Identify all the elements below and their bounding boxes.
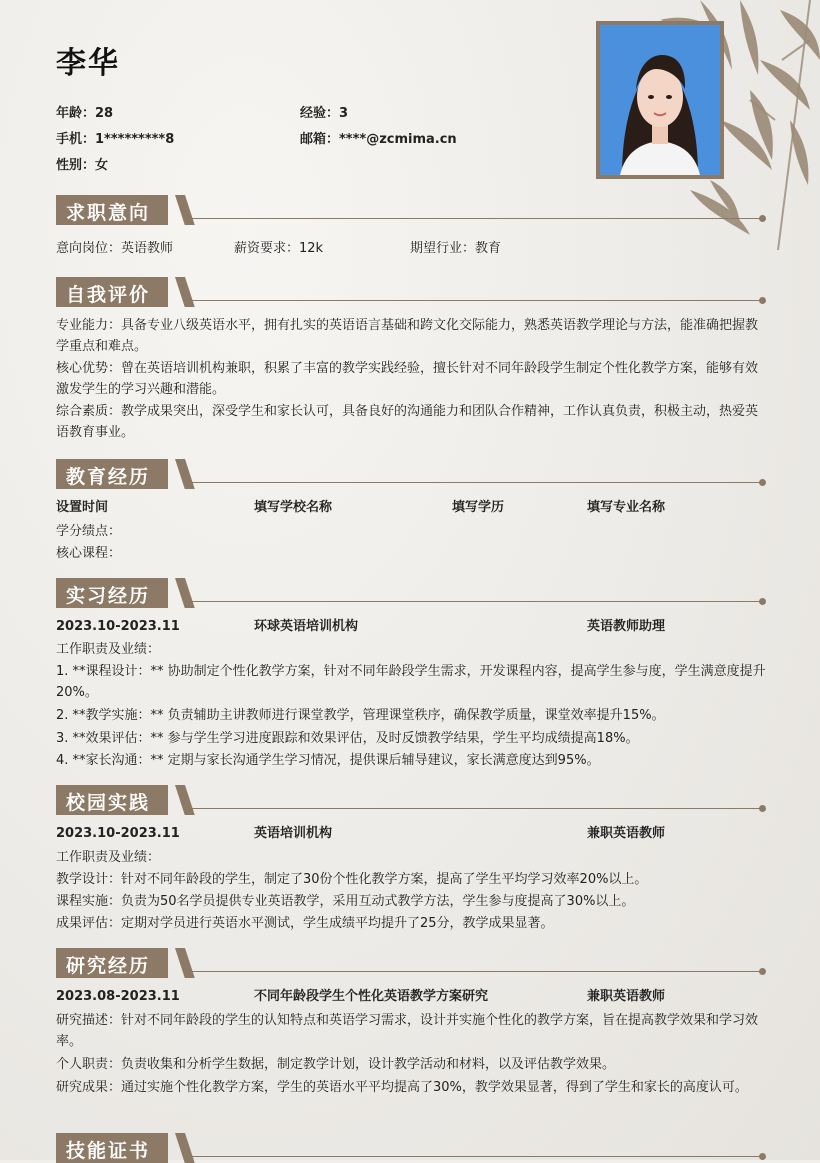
portrait-image xyxy=(600,25,720,175)
campus-time: 2023.10-2023.11 xyxy=(56,826,180,841)
experience: 经验：3 xyxy=(300,106,349,121)
section-header-intent xyxy=(56,195,766,225)
section-header-research xyxy=(56,948,766,978)
intern-item-4: 4. **家长沟通：** 定期与家长沟通学生学习情况，提供课后辅导建议，家长满意度达到95%。 xyxy=(56,753,600,768)
self-eval-2: 核心优势：曾在英语培训机构兼职，积累了丰富的教学实践经验，擅长针对不同年龄段学生制定个性化教学方案，能够有效激发学生的学习兴趣和潜能。 xyxy=(56,361,759,397)
intern-label: 工作职责及业绩： xyxy=(56,642,161,657)
intent-position: 意向岗位：英语教师 xyxy=(56,241,174,256)
research-item-2: 个人职责：负责收集和分析学生数据，制定教学计划，设计教学活动和材料，以及评估教学效果。 xyxy=(56,1057,616,1072)
section-title: 教育经历 xyxy=(66,466,151,488)
self-eval-3: 综合素质：教学成果突出，深受学生和家长认可，具备良好的沟通能力和团队合作精神，工作认真负责，积极主动，热爱英语教育事业。 xyxy=(56,404,759,440)
intern-item-2: 2. **教学实施：** 负责辅助主讲教师进行课堂教学，管理课堂秩序，确保教学质量，课堂效率提升15%。 xyxy=(56,708,665,723)
section-title: 研究经历 xyxy=(66,955,151,977)
section-title: 求职意向 xyxy=(66,202,151,224)
research-title: 不同年龄段学生个性化英语教学方案研究 xyxy=(254,989,489,1004)
campus-org: 英语培训机构 xyxy=(254,826,333,841)
edu-courses: 核心课程： xyxy=(56,546,122,561)
intern-role: 英语教师助理 xyxy=(587,619,666,634)
research-role: 兼职英语教师 xyxy=(587,989,666,1004)
section-header-campus xyxy=(56,785,766,815)
age: 年龄：28 xyxy=(56,106,114,121)
section-title: 技能证书 xyxy=(66,1140,151,1162)
edu-major: 填写专业名称 xyxy=(587,500,666,515)
campus-role: 兼职英语教师 xyxy=(587,826,666,841)
campus-item-2: 课程实施：负责为50名学员提供专业英语教学，采用互动式教学方法，学生参与度提高了30%以上。 xyxy=(56,894,635,909)
intern-time: 2023.10-2023.11 xyxy=(56,619,180,634)
section-header-education xyxy=(56,459,766,489)
intern-item-3: 3. **效果评估：** 参与学生学习进度跟踪和效果评估，及时反馈教学结果，学生平均成绩提高18%。 xyxy=(56,731,639,746)
intent-salary: 薪资要求：12k xyxy=(234,241,324,256)
edu-degree: 填写学历 xyxy=(452,500,505,515)
edu-time: 设置时间 xyxy=(56,500,109,515)
section-header-skills xyxy=(56,1133,766,1163)
section-title: 校园实践 xyxy=(66,792,151,814)
intent-industry: 期望行业：教育 xyxy=(410,241,502,256)
section-header-self-eval xyxy=(56,277,766,307)
section-header-internship xyxy=(56,578,766,608)
research-time: 2023.08-2023.11 xyxy=(56,989,180,1004)
campus-label: 工作职责及业绩： xyxy=(56,850,161,865)
intern-org: 环球英语培训机构 xyxy=(254,619,359,634)
profile-photo xyxy=(596,21,724,179)
email: 邮箱：****@zcmima.cn xyxy=(300,132,457,147)
intern-item-1: 1. **课程设计：** 协助制定个性化教学方案，针对不同年龄段学生需求，开发课程内容，提高学生参与度，学生满意度提升20%。 xyxy=(56,664,766,700)
research-item-3: 研究成果：通过实施个性化教学方案，学生的英语水平平均提高了30%，教学效果显著，得到了学生和家长的高度认可。 xyxy=(56,1080,748,1095)
section-title: 自我评价 xyxy=(66,284,151,306)
section-title: 实习经历 xyxy=(66,585,151,607)
gender: 性别：女 xyxy=(56,158,109,173)
campus-item-1: 教学设计：针对不同年龄段的学生，制定了30份个性化教学方案，提高了学生平均学习效率20%以上。 xyxy=(56,872,648,887)
self-eval-1: 专业能力：具备专业八级英语水平，拥有扎实的英语语言基础和跨文化交际能力，熟悉英语教学理论与方法，能准确把握教学重点和难点。 xyxy=(56,318,759,354)
phone: 手机：1*********8 xyxy=(56,132,175,147)
research-item-1: 研究描述：针对不同年龄段的学生的认知特点和英语学习需求，设计并实施个性化的教学方案，旨在提高教学效果和学习效率。 xyxy=(56,1013,759,1049)
campus-item-3: 成果评估：定期对学员进行英语水平测试，学生成绩平均提升了25分，教学成果显著。 xyxy=(56,916,554,931)
edu-school: 填写学校名称 xyxy=(254,500,333,515)
edu-gpa: 学分绩点： xyxy=(56,524,122,539)
candidate-name: 李华 xyxy=(56,46,120,81)
